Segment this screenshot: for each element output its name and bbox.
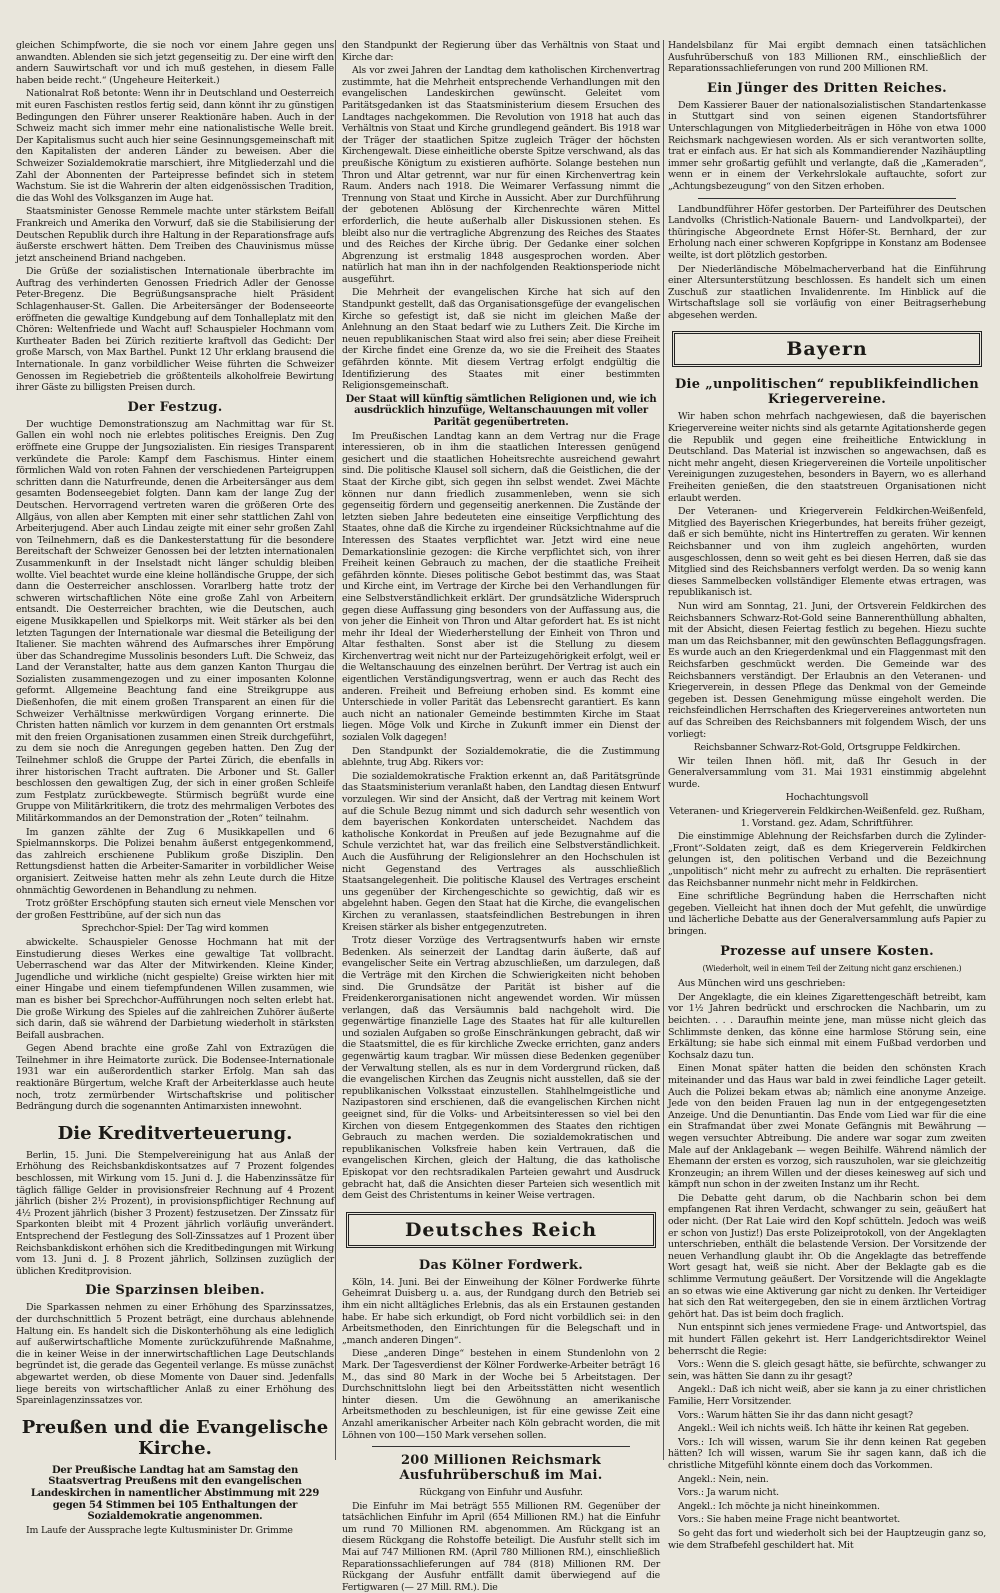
- column-2: [342, 40, 660, 1593]
- paragraph: Die Sparkassen nehmen zu einer Erhöhung des Sparzinssatzes, der durchschnittlich 5 Prozent beträgt, eine durchaus ablehnende Haltung ein. Es handelt sich die Diskonterhöhung als eine lediglich auf außerwirtschaftliche Momente zurückzuführende Maßnahme, die in keiner Weise in der innerwirtschaftlichen Lage Deutschlands begründet ist, die gerade das Gegenteil verlange. Es müsse zunächst abgewartet werden, ob diese Momente von Dauer sind. Jedenfalls liege bereits von wirtschaftlicher Anlaß zu einer Erhöhung des Spareinlagenzinssatzes vor.: [16, 1302, 334, 1407]
- paragraph: Die Grüße der sozialistischen Internationale überbrachte im Auftrag des verhinderten Genossen Friedrich Adler der Genosse Peter-Bregenz. Die Begrüßungsansprache hielt Präsident Schlagenhauser-St. Gallen. Die Arbeitersänger der Bodenseeorte eröffneten die gewaltige Kundgebung auf dem Tonhalleplatz mit den Chören: Weltenfriede und Wacht auf! Schauspieler Hochmann vom Kurtheater Baden bei Zürich rezitierte kraftvoll das Gedicht: Der große Marsch, von Max Barthel. Punkt 12 Uhr erklang brausend die Internationale. In ganz vorbildlicher Weise führten die Schweizer Genossen im Regiebetrieb die größtenteils alkoholfreie Bewirtung ihrer Gäste zu billigsten Preisen durch.: [16, 266, 334, 394]
- paragraph: Aus München wird uns geschrieben:: [678, 978, 846, 990]
- paragraph: Die Debatte geht darum, ob die Nachbarin schon bei dem empfangenen Rat ihren Verdacht, schwanger zu sein, geäußert hat oder nicht. (Der Rat Laie wird den Kopf schütteln. Jedoch was weiß er schon von Justiz!) Das erste Polizeiprotokoll, von der Angeklagten unterschrieben, enthält die belastende Version. Der Vorsitzende der neuen Verhandlung glaubt ihr. Ob die Angeklagte das betreffende Wort gesagt hat, weiß sie nicht. Aber der Beklagte gab es die schlimme Vermutung geäußert. Der Vorsitzende will die Angeklagte an so etwas wie eine Aktiverung gar nicht zu denken. Ihr Verteidiger hat sich den Rat weitergegeben, den sie in einem ärztlichen Vortrag gehört hat. Das ist beim doch fraglich.: [668, 1192, 986, 1320]
- article-headline: Ein Jünger des Dritten Reiches.: [707, 80, 947, 96]
- subheading: Rückgang von Einfuhr und Ausfuhr.: [419, 1487, 583, 1499]
- article-headline: Die „unpolitischen“ republikfeindlichen Kriegervereine.: [674, 377, 980, 408]
- paragraph: Gegen Abend brachte eine große Zahl von Extrazügen die Teilnehmer in ihre Heimatorte zurück. Die Bodensee-Internationale 1931 war ein außerordentlich starker Erfolg. Man sah das reaktionäre Bürgertum, welche Kraft der Arbeiterklasse auch heute noch, trotz zermürbender Wirtschaftskrise und politischer Bedrängung durch die sogenannten Antimarxisten innewohnt.: [16, 1043, 334, 1113]
- divider: [698, 198, 956, 199]
- quoted-letter: Reichsbanner Schwarz-Rot-Gold, Ortsgruppe Feldkirchen.: [693, 742, 961, 754]
- column-3: [668, 40, 986, 1551]
- section-box-heading: Bayern: [672, 331, 982, 367]
- paragraph: Der Angeklagte, die ein kleines Zigarettengeschäft betreibt, kam vor 1½ Jahren bedrückt und erschrocken die Nachbarin, um zu beichten. . . . Daraufhin meinte jene, man müsse nicht gleich das Schlimmste denken, das könne eine harmlose Störung sein, eine Erkältung; sie habe sich einmal mit einem Fußbad verdorben und Kochsalz dazu tun.: [668, 991, 986, 1061]
- paragraph: Vors.: Ja warum nicht.: [678, 1487, 779, 1499]
- paragraph: Im ganzen zählte der Zug 6 Musikkapellen und 6 Spielmannskorps. Die Polizei benahm äußerst entgegenkommend, das zahlreich erschienene Publikum große Disziplin. Den Rettungsdienst hatten die Arbeiter-Samariter in vorbildlicher Weise organisiert. Zeitweise hatten mehr als zehn Leute durch die Hitze ohnmächtig Gewordenen in Behandlung zu nehmen.: [16, 826, 334, 896]
- paragraph: Angekl.: Daß ich nicht weiß, aber sie kann ja zu einer christlichen Familie, Herr Vorsitzender.: [668, 1384, 986, 1407]
- paragraph: Der Niederländische Möbelmacherverband hat die Einführung einer Altersunterstützung beschlossen. Es handelt sich um einen Zuschuß zur staatlichen Invalidenrente. Im Hinblick auf die Wirtschaftslage soll sie vorläufig von einer Beitragserhebung abgesehen werden.: [668, 263, 986, 321]
- section-heading: Der Festzug.: [127, 399, 223, 415]
- highlight-paragraph: Der Staat will künftig sämtlichen Religionen und, wie ich ausdrücklich hinzufüge, Weltanschauungen mit voller Parität gegenübertreten.: [345, 393, 657, 428]
- paragraph: Diese „anderen Dinge“ bestehen in einem Stundenlohn von 2 Mark. Der Tagesverdienst der Kölner Fordwerke-Arbeiter beträgt 16 M., das sind 80 Mark in der Woche bei 5 Arbeitstagen. Der Durchschnittslohn liegt bei den Arbeitsstätten nicht wesentlich hinter diesen. Um die Gewöhnung an amerikanische Arbeitsmethoden zu beschleunigen, ist für eine gewisse Zeit eine Anzahl amerikanischer Arbeiter nach Köln gebracht worden, die mit Löhnen von 100—150 Mark versehen sollen.: [342, 1348, 660, 1441]
- paragraph: Köln, 14. Juni. Bei der Einweihung der Kölner Fordwerke führte Geheimrat Duisberg u. a. aus, der Rundgang durch den Betrieb sei ihm ein nicht alltägliches Erlebnis, das als ein Erstaunen gestanden habe. Er habe sich erkundigt, ob Ford nicht vorbildlich sei: in den Arbeitsmethoden, den Einrichtungen für die Belegschaft und in „manch anderen Dingen“.: [342, 1276, 660, 1346]
- paragraph: abwickelte. Schauspieler Genosse Hochmann hat mit der Einstudierung dieses Werkes eine gewaltige Tat vollbracht. Ueberraschend war das Alter der Mitwirkenden. Kleine Kinder, Jugendliche und wirkliche (nicht gespielte) Greise wirkten hier mit einer Hingabe und einem tiefempfundenen Willen zusammen, wie man es bisher bei Sprechchor-Aufführungen noch selten erlebt hat. Die große Wirkung des Spieles auf die zahlreichen Zuhörer äußerte sich darin, daß sie während der Darbietung wiederholt in stärksten Beifall ausbrachen.: [16, 936, 334, 1041]
- paragraph: Die sozialdemokratische Fraktion erkennt an, daß Paritätsgründe das Staatsministerium veranlaßt haben, den Landtag diesen Entwurf vorzulegen. Wir sind der Ansicht, daß der Vertrag mit keinem Wort auf die Schule Bezug nimmt und sich dadurch sehr wesentlich von dem bayerischen Konkordaten unterscheidet. Nachdem das katholische Konkordat in Preußen auf jede Bezugnahme auf die Schule verzichtet hat, war das freilich eine Selbstverständlichkeit. Auch die Ausführung der Religionslehrer an den Hochschulen ist nicht Gegenstand des Vertrages als ausschließlich Staatsangelegenheit. Die politische Klausel des Vertrages erscheint uns gegenüber der Kirchengeschichte so gewichtig, daß wir es abgelehnt haben. Gegen den Staat hat die Kirche, die evangelischen Kirchen zu veranlassen, staatsfeindlichen Bestrebungen in ihren Kreisen stärker als bisher entgegenzutreten.: [342, 770, 660, 933]
- paragraph: Vors.: Sie haben meine Frage nicht beantwortet.: [678, 1514, 901, 1526]
- paragraph: Angekl.: Weil ich nichts weiß. Ich hätte ihr keinen Rat gegeben.: [678, 1423, 969, 1435]
- column-rule: [663, 40, 664, 1460]
- paragraph: Landbundführer Höfer gestorben. Der Parteiführer des Deutschen Landvolks (Christlich-Nationale Bauern- und Landvolkpartei), der thüringische Abgeordnete Ernst Höfer-St. Bernhard, der zur Erholung nach einer schweren Kopfgrippe in Konstanz am Bodensee weilte, ist dort plötzlich gestorben.: [668, 203, 986, 261]
- quoted-letter: Veteranen- und Kriegerverein Feldkirchen-Weißenfeld. gez. Rußham, 1. Vorstand. gez. Adam, Schriftführer.: [669, 806, 985, 829]
- paragraph: Nun wird am Sonntag, 21. Juni, der Ortsverein Feldkirchen des Reichsbanners Schwarz-Rot-Gold seine Bannerenthüllung abhalten, mit der Absicht, diesen Feiertag festlich zu begehen. Hiezu suchte man um das Reichsbanner, mit den gewünschten Beflaggungsfragen. Es wurde auch an den Kriegerdenkmal und ein Flaggenmast mit den Reichsfarben geschmückt werden. Die Gemeinde war des Reichsbanners verständigt. Der Erlaubnis an den Veteranen- und Kriegerverein, in dessen Pflege das Denkmal von der Gemeinde gegeben ist. Dessen Genehmigung müsse eingeholt werden. Die reichsfeindlichen Herrschaften des Kriegervereines antworteten nun auf das Schreiben des Reichsbanners mit folgendem Wisch, der uns vorliegt:: [668, 600, 986, 740]
- paragraph: Angekl.: Ich möchte ja nicht hineinkommen.: [678, 1500, 880, 1512]
- paragraph: Vors.: Warum hätten Sie ihr das dann nicht gesagt?: [678, 1409, 913, 1421]
- paragraph: Wir haben schon mehrfach nachgewiesen, daß die bayerischen Kriegervereine weiter nichts sind als getarnte Agitationsherde gegen die Republik und gegen eine freiheitliche Entwicklung in Deutschland. Das Material ist inzwischen so angewachsen, daß es nicht mehr angeht, diesen Kriegervereinen die Vorteile unpolitischer Vereinigungen zuzugestehen, besonders in Bayern, wo es allerhand Freiheiten genießen, die den staatstreuen Organisationen nicht erlaubt werden.: [668, 411, 986, 504]
- paragraph: Die einstimmige Ablehnung der Reichsfarben durch die Zylinder-„Front“-Soldaten zeigt, daß es dem Kriegerverein Feldkirchen gelungen ist, den politischen Verband und die Bezeichnung „unpolitisch“ nicht mehr zu aufrecht zu erhalten. Die repräsentiert das Reichsbanner nunmehr nicht mehr in Feldkirchen.: [668, 831, 986, 889]
- article-headline: Die Kreditverteuerung.: [57, 1122, 293, 1144]
- lead-paragraph: Der Preußische Landtag hat am Samstag den Staatsvertrag Preußens mit den evangelischen Landeskirchen in namentlicher Abstimmung mit 229 gegen 54 Stimmen bei 105 Enthaltungen der Sozialdemokratie angenommen.: [30, 1464, 320, 1523]
- paragraph: Der Veteranen- und Kriegerverein Feldkirchen-Weißenfeld, Mitglied des Bayerischen Kriegerbundes, hat bereits früher gezeigt, daß er sich bemühte, nicht ins Hintertreffen zu geraten. Wir kennen Reichsbanner und von ihm zugleich angehörten, wurden ausgeschlossen, denn so weit geht es bei diesen Herren, daß sie das Mitglied sind des Reichsbanners verfolgt werden. Da so wenig kann dieses Sammelbecken vollständiger Elemente etwas ertragen, was republikanisch ist.: [668, 506, 986, 599]
- paragraph: Handelsbilanz für Mai ergibt demnach einen tatsächlichen Ausfuhrüberschuß von 183 Millionen RM., einschließlich der Reparationssachlieferungen von rund 200 Millionen RM.: [668, 40, 986, 75]
- paragraph: Im Preußischen Landtag kann an dem Vertrag nur die Frage interessieren, ob in ihm die staatlichen Interessen genügend gesichert und die staatlichen Hoheitsrechte ausreichend gewahrt sind. Die politische Klausel soll sichern, daß die Geistlichen, die der Staat der Kirche gibt, sich gegen ihn selbst wendet. Zwei Mächte können nur dann friedlich zusammenleben, wenn sie sich gegenseitig fördern und gegenseitig anerkennen. Die Zustände der letzten sieben Jahre bedeuteten eine einseitige Verpflichtung des Staates, ohne daß die Kirche zu irgendeiner Rücksichtnahme auf die Interessen des Staates verpflichtet war. Jetzt wird eine neue Demarkationslinie gezogen: die Kirche verpflichtet sich, von ihrer Freiheit keinen Gebrauch zu machen, der die staatliche Freiheit gefährden könnte. Dieses politische Gebot bestimmt das, was Staat und Kirche eint, im Vertrage der Kirche bei den Verhandlungen für eine Selbstverständlichkeit erklärt. Der grundsätzliche Widerspruch gegen diese Auffassung ging besonders von der Auffassung aus, die von jeher die Einheit von Thron und Altar gefordert hat. Es ist nicht mehr ihr Ideal der Wiederherstellung der Einheit von Thron und Altar festhalten. Sonst aber ist die Stellung zu diesem Kirchenvertrag weit nicht nur der Parteizugehörigkeit erfolgt, weil er die Weltanschauung des einzelnen berührt. Der Vertrag ist auch ein eigentlichen Verständigungsvertrag, wenn er auch das Recht des anderen. Freiheit und Befreiung erhoben sind. Es kommt eine Unterschiede in voller Parität das Lebensrecht garantiert. Es kann auch nicht an nationaler Gemeinde bestimmten Kirche im Staat liegen. Möge Volk und Kirche in Zukunft immer ein Dienst der sozialen Volk dagegen!: [342, 430, 660, 744]
- divider: [372, 1446, 630, 1447]
- section-box-heading: Deutsches Reich: [346, 1212, 656, 1248]
- paragraph: Trotz größter Erschöpfung stauten sich erneut viele Menschen vor der großen Festtribüne, auf der sich nun das: [16, 898, 334, 921]
- article-headline: 200 Millionen Reichsmark Ausfuhrüberschuß im Mai.: [399, 1453, 603, 1484]
- paragraph: Vors.: Wenn die S. gleich gesagt hätte, sie befürchte, schwanger zu sein, was hätten Sie dann zu ihr gesagt?: [668, 1359, 986, 1382]
- paragraph: So geht das fort und wiederholt sich bei der Hauptzeugin ganz so, wie dem Strafbefehl geschildert hat. Mit: [668, 1527, 986, 1551]
- paragraph: Der wuchtige Demonstrationszug am Nachmittag war für St. Gallen ein wohl noch nie erlebtes politisches Ereignis. Den Zug eröffnete eine Gruppe der Jungsozialisten. Ein riesiges Transparent verkündete die Parole: Kampf dem Faschismus. Hinter einem förmlichen Wald von roten Fahnen der verschiedenen Parteigruppen schritten dann die Naturfreunde, denen die Arbeitersänger aus dem gesamten Bodenseegebiet folgten. Dann kam der lange Zug der Deutschen. Hervorragend vertreten waren die größeren Orte des Allgäus, von allen aber Kempten mit einer sehr stattlichen Zahl von Arbeiterjugend. Aber auch Lindau zeigte mit einer sehr großen Zahl von Teilnehmern, daß es die Dankesterstattung für die besondere Bereitschaft der Schweizer Genossen bei der letzten internationalen Zusammenkunft in der Inselstadt nicht länger schuldig bleiben wollte. Viel beachtet wurde eine kleine holländische Gruppe, der sich dann die Oesterreicher anschlossen. Vorarlberg hatte trotz der schweren wirtschaftlichen Nöte eine große Zahl von Arbeitern entsandt. Die Oesterreicher brachten, wie die Deutschen, auch eigene Musikkapellen und Spielkorps mit. Weit stärker als bei den letzten Tagungen der Internationale war diesmal die Beteiligung der Italiener. Sie machten während des Aufmarsches ihrer Empörung über das Schandregime Mussolinis besonders Luft. Die Schweiz, das Land der Veranstalter, hatte aus dem ganzen Kanton Thurgau die Sozialisten zusammengezogen und zu einer imposanten Kolonne geformt. Allgemeine Beachtung fand eine Streikgruppe aus Dießenhofen, die mit einem großen Transparent an einen für die Schweizer Verhältnisse merkwürdigen Vorgang erinnerte. Die Christen hatten nämlich vor kurzem in dem genannten Ort erstmals mit den freien Organisationen zusammen einen Streik durchgeführt, zu dem sie noch die Anregungen gegeben hatten. Den Zug der Teilnehmer schloß die Gruppe der Partei Zürich, die ebenfalls in ihrer historischen Tracht auftraten. Die Arboner und St. Galler beschlossen den gewaltigen Zug, der sich in einer großen Schleife zum Festplatz zurückbewegte. Stürmisch begrüßt wurde eine Gruppe von Militärkritikern, die trotz des mehrmaligen Verbotes des Militärkommandos an der Demonstration der „Roten“ teilnahm.: [16, 418, 334, 824]
- section-heading: Das Kölner Fordwerk.: [418, 1257, 584, 1273]
- paragraph: Die Mehrheit der evangelischen Kirche hat sich auf den Standpunkt gestellt, daß das Organisationsgefüge der evangelischen Kirche so gefestigt ist, daß sie nicht im gleichen Maße der Anlehnung an den Staat bedarf wie zu Luthers Zeit. Die Kirche im neuen republikanischen Staat wird also frei sein; aber diese Freiheit der Kirche findet eine Grenze da, wo sie die Freiheit des Staates gefährden könnte. Mit diesem Vertrag erfolgt endgültig die Identifizierung des Staates mit einer bestimmten Religionsgemeinschaft.: [342, 287, 660, 392]
- paragraph: Nationalrat Roß betonte: Wenn ihr in Deutschland und Oesterreich mit euren Faschisten restlos fertig seid, dann könnt ihr zu günstigen Bedingungen den Führer unserer Reaktionäre haben. Auch in der Schweiz macht sich immer mehr eine nationalistische Welle breit. Der Kapitalismus sucht auch hier seine Gesinnungsgemeinschaft mit den Kapitalisten der anderen Länder zu beweisen. Aber die Schweizer Sozialdemokratie marschiert, ihre Mitgliederzahl und die Zahl der Abonnenten der Parteipresse befindet sich in stetem Wachstum. Sie ist die Wahrerin der alten eidgenössischen Tradition, die das Wohl des Volksganzen im Auge hat.: [16, 88, 334, 204]
- paragraph: Die Einfuhr im Mai beträgt 555 Millionen RM. Gegenüber der tatsächlichen Einfuhr im April (654 Millionen RM.) hat die Einfuhr um rund 70 Millionen RM. abgenommen. Am Rückgang ist an diesem Rückgang die Rohstoffe beteiligt. Die Ausfuhr stellt sich im Mai auf 747 Millionen RM. (April 780 Millionen RM.), einschließlich Reparationssachlieferungen auf 784 (818) Millionen RM. Der Rückgang der Ausfuhr entfällt damit überwiegend auf die Fertigwaren (— 27 Mill. RM.). Die: [342, 1500, 660, 1593]
- paragraph: Angekl.: Nein, nein.: [678, 1473, 769, 1485]
- paragraph: Nun entspinnt sich jenes vermiedene Frage- und Antwortspiel, das mit hundert Fällen gekehrt ist. Herr Landgerichtsdirektor Weinel beherrscht die Regie:: [668, 1322, 986, 1357]
- column-rule: [335, 40, 336, 1460]
- quoted-letter: Wir teilen Ihnen höfl. mit, daß Ihr Gesuch in der Generalversammlung vom 31. Mai 1931 einstimmig abgelehnt wurde.: [668, 755, 986, 790]
- paragraph: Den Standpunkt der Sozialdemokratie, die die Zustimmung ablehnte, trug Abg. Rikers vor:: [342, 745, 660, 769]
- paragraph: Dem Kassierer Bauer der nationalsozialistischen Standartenkasse in Stuttgart sind von seinen eigenen Standortsführer Unterschlagungen von Mitgliederbeiträgen in Höhe von etwa 1000 Reichsmark nachgewiesen worden. Als er sich verantworten sollte, trat er einfach aus. Er hat sich als Kommandierender Nazihäuptling immer sehr großartig gefühlt und verlangte, daß die „Kameraden“, wenn er in einem der Verkehrslokale auftauchte, sofort zur „Achtungsbezeugung“ von den Sitzen erhoben.: [668, 99, 986, 192]
- subheading: Sprechchor-Spiel: Der Tag wird kommen: [81, 923, 269, 935]
- quoted-letter: Hochachtungsvoll: [785, 792, 869, 804]
- paragraph: den Standpunkt der Regierung über das Verhältnis von Staat und Kirche dar:: [342, 40, 660, 63]
- paragraph: Berlin, 15. Juni. Die Stempelvereinigung hat aus Anlaß der Erhöhung des Reichsbankdiskontsatzes auf 7 Prozent folgendes beschlossen, mit Wirkung vom 15. Juni d. J. die Habenzinssätze für täglich fällige Gelder in provisionsfreier Rechnung auf 4 Prozent jährlich (bisher 2½ Prozent), in provisionspflichtiger Rechnung auf 4½ Prozent jährlich (bisher 3 Prozent) festzusetzen. Der Zinssatz für Sparkonten bleibt mit 4 Prozent jährlich vorläufig unverändert. Entsprechend der Festlegung des Soll-Zinssatzes auf 1 Prozent über Reichsbankdiskont erhöhen sich die Kreditbedingungen mit Wirkung vom 13. Juni d. J. 8 Prozent jährlich, Sollzinsen zuzüglich der üblichen Kreditprovision.: [16, 1149, 334, 1277]
- column-1: [16, 40, 334, 1536]
- paragraph: Trotz dieser Vorzüge des Vertragsentwurfs haben wir ernste Bedenken. Als seinerzeit der Landtag darin äußerte, daß auf evangelischer Seite ein Vertrag abzuschließen, um darzulegen, daß die Verträge mit den Kirchen die Schwierigkeiten nicht behoben sind. Die Grundsätze der Parität ist bisher auf die Freidenkerorganisationen nicht angewendet worden. Wir müssen verlangen, daß das Versäumnis bald nachgeholt wird. Die gegenwärtige finanzielle Lage des Staates hat für alle kulturellen und sozialen Aufgaben so große Einschränkungen gebracht, daß wir die Staatsmittel, die es für kirchliche Zwecke errichten, ganz anders gegenwärtig kaum tragbar. Wir müssen diese Bedenken gegenüber der Verwaltung stellen, als es nur in dem Vordergrund rücken, daß die evangelischen Kirchen das Zeugnis nicht ausstellen, daß sie der republikanischen Volksstaat einzustellen. Stahlhelmgeistliche und Nazipastoren sind erschienen, daß die evangelischen Kirchen nicht geeignet sind, für die Volks- und Arbeitsinteressen so viel bei den Kirchen von diesem Entgegenkommen des Staates den richtigen Gebrauch zu machen werden. Die sozialdemokratischen und republikanischen Volksfreie haben kein Vertrauen, daß die evangelischen Kirchen, gleich der Haltung, die das katholische Episkopat vor den rechtsradikalen Parteien gewahrt und Ausdruck gebracht hat, daß die Ansichten dieser Parteien sich wesentlich mit dem Geist des Christentums in keiner Weise vertragen.: [342, 935, 660, 1202]
- section-heading: Die Sparzinsen bleiben.: [85, 1283, 265, 1299]
- paragraph: Einen Monat später hatten die beiden den schönsten Krach miteinander und das Haus war bald in zwei feindliche Lager geteilt. Auch die Polizei bekam etwas ab; nämlich eine anonyme Anzeige. Jede von den beiden Frauen lag nun in der entgegengesetzten Anzeige. Und die Denuntiantin. Das Ende vom Lied war für die eine ein Strafmandat über zwei Monate Gefängnis mit Bewährung — wegen versuchter Abtreibung. Die andere war sogar zum zweiten Male auf der Anklagebank — wegen Beihilfe. Während nämlich der Ehemann der ersten es vorzog, sich rauszuholen, war sie gleichzeitig Kronzeugin; an ihrem Willen und der dieses keinesweg auf sich und kämpft nun schon in der zweiten Instanz um ihr Recht.: [668, 1063, 986, 1191]
- subheading: (Wiederholt, weil in einem Teil der Zeitung nicht ganz erschienen.): [702, 963, 962, 973]
- paragraph: Staatsminister Genosse Remmele machte unter stärkstem Beifall Frankreich und Amerika den Vorwurf, daß sie die Stabilisierung der Deutschen Republik durch ihre Haltung in der Reparationsfrage aufs äußerste erschwert hätten. Dem Treiben des Chauvinismus müsse jetzt anscheinend Briand nachgeben.: [16, 206, 334, 264]
- paragraph: Als vor zwei Jahren der Landtag dem katholischen Kirchenvertrag zustimmte, hat die Mehrheit entsprechende Verhandlungen mit den evangelischen Landeskirchen gewünscht. Geleitet vom Paritätsgedanken ist das Staatsministerium diesem Ersuchen des Landtages nachgekommen. Die Revolution von 1918 hat auch das Verhältnis von Staat und Kirche grundlegend geändert. Bis 1918 war der Träger der staatlichen Spitze zugleich Träger der höchsten Kirchengewalt. Diese einheitliche oberste Spitze verschwand, als das preußische Königtum zu existieren aufhörte. Solange bestehen nun Thron und Altar getrennt, war nur für einen Kirchenvertrag kein Raum. Anders nach 1918. Die Weimarer Verfassung nimmt die Trennung von Staat und Kirche in Aussicht. Aber zur Durchführung der gebotenen Ablösung der Kirchenrechte wären Mittel erforderlich, die heute außerhalb aller Diskussionen stehen. Es bleibt also nur die vertragliche Abgrenzung des Reiches des Staates und des Reiches der Kirche übrig. Der Gedanke einer solchen Abgrenzung ist erstmalig 1848 ausgesprochen worden. Aber natürlich hat man ihn in der nachfolgenden Reaktionsperiode nicht ausgeführt.: [342, 65, 660, 285]
- paragraph: Im Laufe der Aussprache legte Kultusminister Dr. Grimme: [26, 1524, 293, 1536]
- paragraph: Vors.: Ich will wissen, warum Sie ihr denn keinen Rat gegeben hätten? Ich will wissen, warum Sie ihr sagen kann, daß ich die christliche Mitgefühl könnte einem doch das Vorkommen.: [668, 1436, 986, 1471]
- paragraph: gleichen Schimpfworte, die sie noch vor einem Jahre gegen uns anwandten. Ablenden sie sich jetzt gegenseitig zu. Der eine wirft den andern Sauwirtschaft vor und ich muß gestehen, in diesem Falle haben beide recht.“ (Ungeheure Heiterkeit.): [16, 40, 334, 86]
- paragraph: Eine schriftliche Begründung haben die Herrschaften nicht gegeben. Vielleicht hat ihnen doch der Mut gefehlt, die unwürdige und lächerliche Debatte aus der Generalversammlung aufs Papier zu bringen.: [668, 891, 986, 937]
- article-headline: Prozesse auf unsere Kosten.: [720, 943, 934, 959]
- article-headline: Preußen und die Evangelische Kirche.: [21, 1416, 329, 1459]
